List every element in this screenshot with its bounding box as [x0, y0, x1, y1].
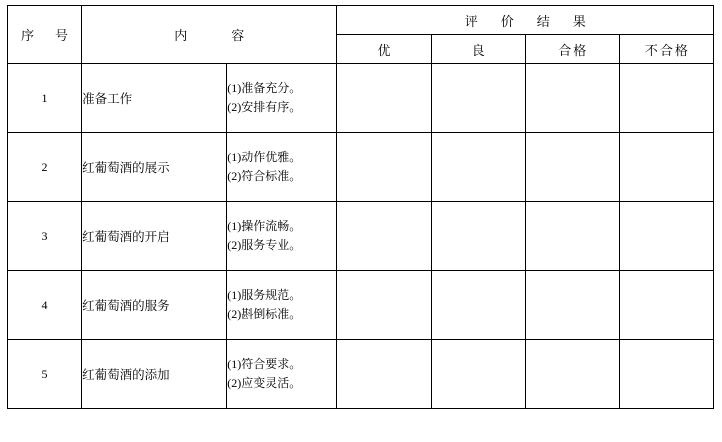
row-detail-line: (1)符合要求。 — [227, 357, 302, 372]
row-detail-line: (1)操作流畅。 — [227, 219, 302, 234]
row-detail-line: (1)准备充分。 — [227, 81, 302, 96]
row-detail-line: (2)服务专业。 — [227, 238, 302, 252]
mark-cell-good[interactable] — [431, 340, 525, 409]
table-row — [8, 64, 714, 133]
row-content: 红葡萄酒的服务 — [82, 271, 227, 340]
mark-cell-excellent[interactable] — [337, 133, 431, 202]
mark-cell-excellent[interactable] — [337, 64, 431, 133]
row-seq: 1 — [8, 64, 82, 133]
table-row — [8, 202, 714, 271]
row-detail-line: (1)服务规范。 — [227, 288, 302, 303]
mark-cell-good[interactable] — [431, 271, 525, 340]
mark-cell-pass[interactable] — [525, 271, 619, 340]
table-row — [8, 271, 714, 340]
mark-cell-good[interactable] — [431, 133, 525, 202]
row-detail-line: (2)符合标准。 — [227, 169, 302, 183]
row-content: 红葡萄酒的开启 — [82, 202, 227, 271]
mark-cell-fail[interactable] — [619, 133, 713, 202]
table-row — [8, 133, 714, 202]
mark-cell-fail[interactable] — [619, 271, 713, 340]
mark-cell-fail[interactable] — [619, 202, 713, 271]
row-seq: 3 — [8, 202, 82, 271]
mark-cell-fail[interactable] — [619, 64, 713, 133]
mark-cell-pass[interactable] — [525, 133, 619, 202]
row-detail-line: (2)安排有序。 — [227, 100, 302, 114]
header-grade-good: 良 — [431, 35, 525, 64]
mark-cell-good[interactable] — [431, 64, 525, 133]
row-detail-line: (2)应变灵活。 — [227, 376, 302, 390]
mark-cell-excellent[interactable] — [337, 202, 431, 271]
row-detail — [227, 202, 337, 271]
row-detail — [227, 133, 337, 202]
header-evaluation-result: 评 价 结 果 — [337, 6, 714, 35]
evaluation-table — [7, 5, 714, 409]
row-content: 红葡萄酒的展示 — [82, 133, 227, 202]
mark-cell-pass[interactable] — [525, 64, 619, 133]
header-content: 内 容 — [82, 6, 337, 64]
row-content: 红葡萄酒的添加 — [82, 340, 227, 409]
header-grade-pass: 合格 — [525, 35, 619, 64]
row-seq: 5 — [8, 340, 82, 409]
header-grade-excellent: 优 — [337, 35, 431, 64]
row-detail-line: (1)动作优雅。 — [227, 150, 302, 165]
header-seq: 序 号 — [8, 6, 82, 64]
mark-cell-pass[interactable] — [525, 340, 619, 409]
mark-cell-pass[interactable] — [525, 202, 619, 271]
row-detail — [227, 340, 337, 409]
table-header-row-1 — [8, 6, 714, 35]
row-content: 准备工作 — [82, 64, 227, 133]
header-grade-fail: 不合格 — [619, 35, 713, 64]
mark-cell-fail[interactable] — [619, 340, 713, 409]
mark-cell-excellent[interactable] — [337, 271, 431, 340]
row-detail-line: (2)斟倒标准。 — [227, 307, 302, 321]
mark-cell-good[interactable] — [431, 202, 525, 271]
table-row — [8, 340, 714, 409]
row-detail — [227, 271, 337, 340]
mark-cell-excellent[interactable] — [337, 340, 431, 409]
row-seq: 2 — [8, 133, 82, 202]
row-seq: 4 — [8, 271, 82, 340]
row-detail — [227, 64, 337, 133]
